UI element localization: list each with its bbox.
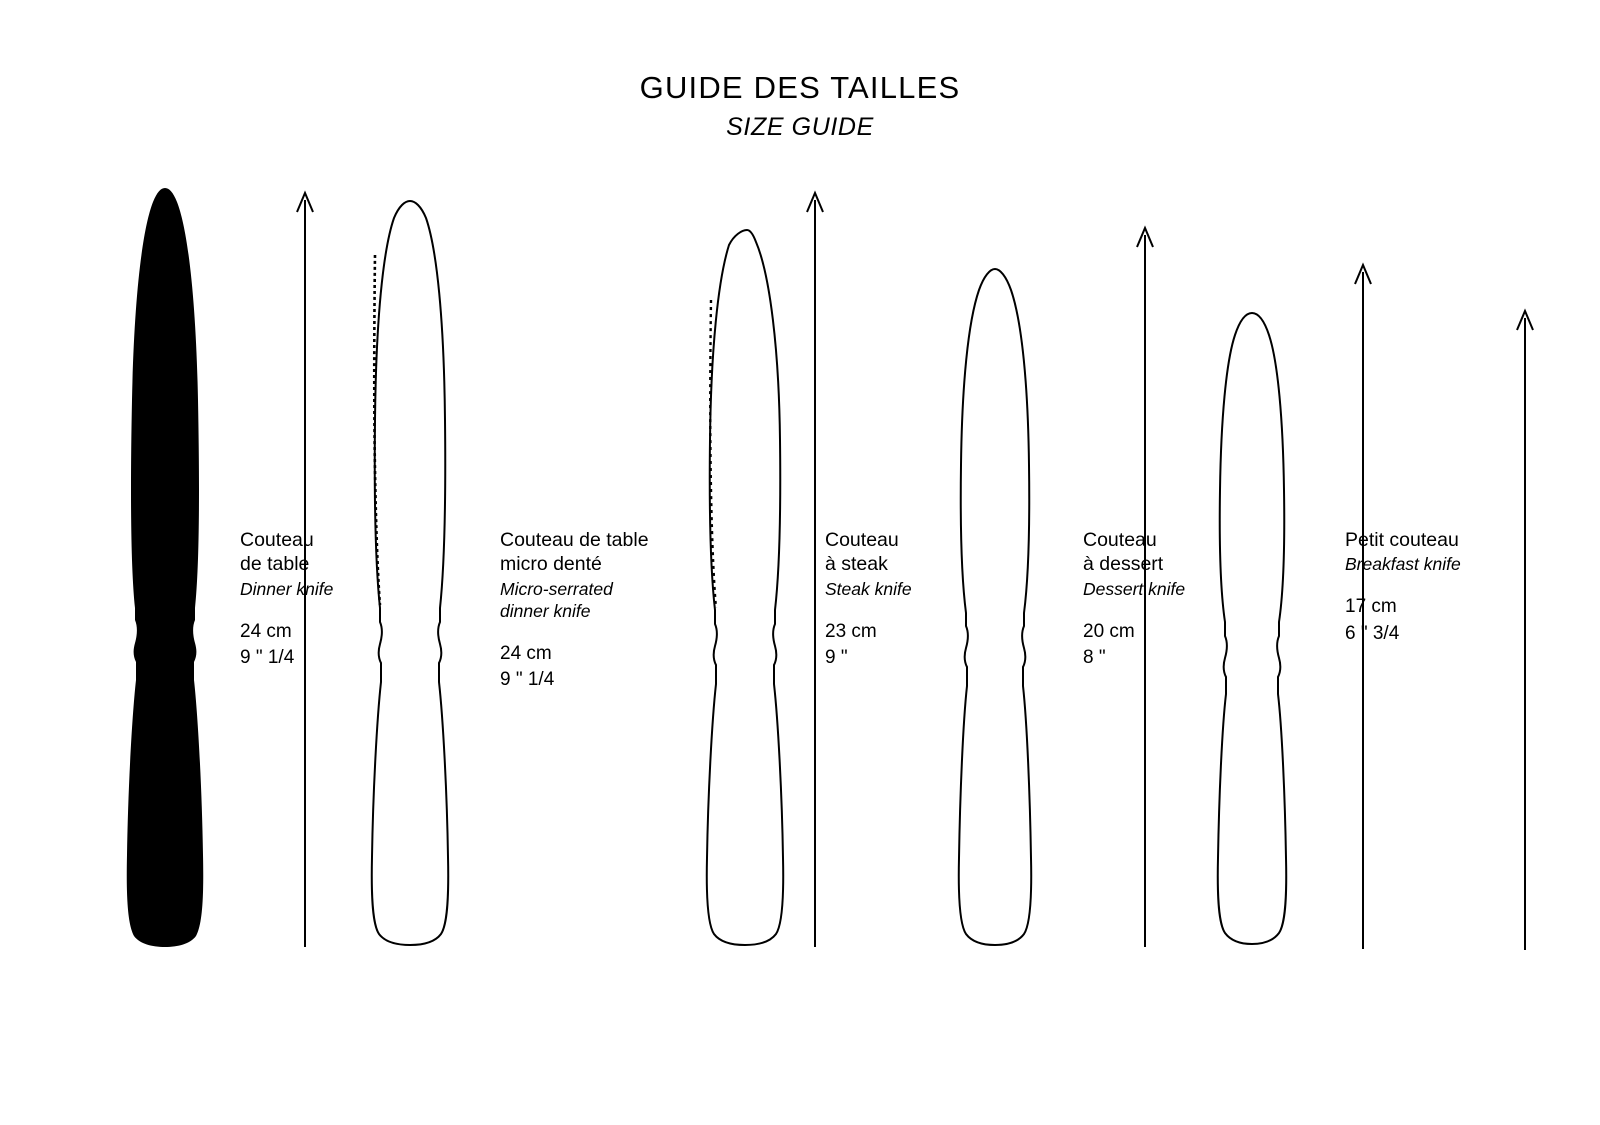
caption-fr-line1: Couteau: [1083, 529, 1157, 551]
caption-fr-line2: à dessert: [1083, 553, 1164, 576]
caption-size-cm: 20 cm: [1083, 620, 1135, 642]
caption-fr-line1: Petit couteau: [1345, 529, 1459, 551]
caption-micro-serrated-dinner-knife: [500, 528, 649, 693]
caption-dessert-knife: [1083, 528, 1185, 671]
caption-size-cm: 17 cm: [1345, 596, 1397, 618]
caption-fr-line2: de table: [240, 553, 310, 576]
caption-en-line1: Micro-serrated: [500, 578, 613, 599]
caption-dinner-knife: [240, 528, 333, 671]
measure-arrow-breakfast-knife: [1510, 308, 1540, 953]
caption-size-in: 9 " 1/4: [500, 669, 555, 691]
knife-group-micro-serrated-dinner-knife: [345, 0, 685, 1125]
caption-fr-line2: micro denté: [500, 553, 602, 576]
caption-size-in: 9 ": [825, 647, 848, 669]
caption-en-line2: dinner knife: [500, 600, 591, 621]
caption-size-cm: 24 cm: [500, 642, 552, 664]
caption-breakfast-knife: [1345, 528, 1461, 647]
caption-size-in: 6 " 3/4: [1345, 622, 1400, 644]
caption-size-cm: 23 cm: [825, 620, 877, 642]
caption-fr-line1: Couteau de table: [500, 529, 649, 551]
caption-steak-knife: [825, 528, 912, 671]
caption-size-cm: 24 cm: [240, 620, 292, 642]
knife-group-breakfast-knife: [1195, 0, 1535, 1125]
caption-fr-line1: Couteau: [825, 529, 899, 551]
caption-en: Dinner knife: [240, 578, 334, 599]
caption-en: Steak knife: [825, 578, 912, 599]
caption-en: Dessert knife: [1083, 578, 1186, 599]
caption-en: Breakfast knife: [1345, 554, 1461, 575]
caption-fr-line1: Couteau: [240, 529, 314, 551]
title-english: SIZE GUIDE: [726, 112, 874, 141]
title-french: GUIDE DES TAILLES: [639, 70, 961, 105]
caption-fr-line2: à steak: [825, 553, 888, 576]
caption-size-in: 9 " 1/4: [240, 647, 295, 669]
caption-size-in: 8 ": [1083, 647, 1106, 669]
